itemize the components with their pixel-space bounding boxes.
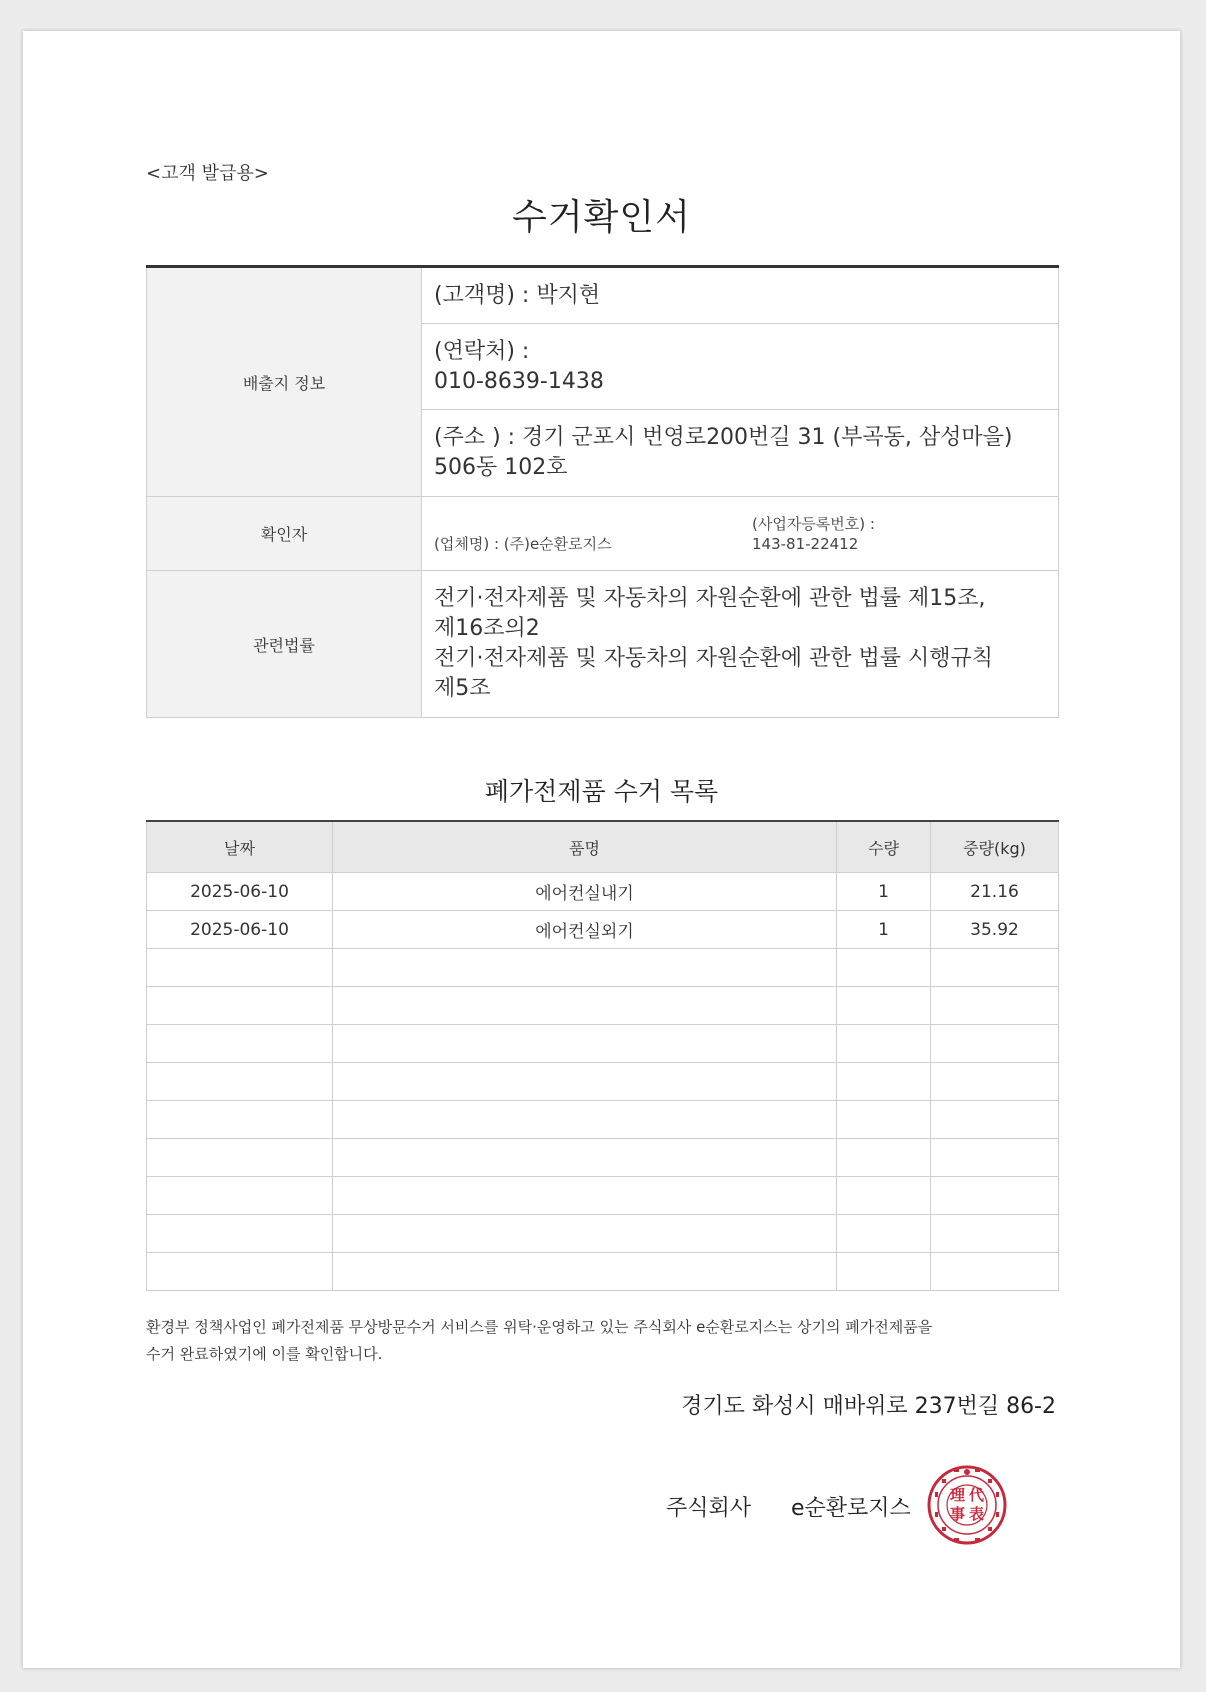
- cell-date: [147, 1063, 333, 1101]
- cell-date: [147, 1253, 333, 1291]
- seal-char: 理: [949, 1486, 965, 1504]
- company-name: e순환로지스: [791, 1496, 911, 1521]
- cell-item: 에어컨실내기: [333, 873, 837, 911]
- law-line-1: 전기·전자제품 및 자동차의 자원순환에 관한 법률 제15조,: [434, 586, 986, 611]
- origin-label: 배출지 정보: [147, 267, 422, 497]
- document-page: [23, 31, 1180, 1668]
- cell-qty: [837, 1101, 931, 1139]
- cell-item: [333, 949, 837, 987]
- cell-qty: 1: [837, 873, 931, 911]
- info-table: [146, 265, 1059, 718]
- cell-weight: [931, 987, 1059, 1025]
- table-row: [147, 1139, 1059, 1177]
- cell-qty: 1: [837, 911, 931, 949]
- table-row: [147, 1063, 1059, 1101]
- cell-weight: 35.92: [931, 911, 1059, 949]
- table-row: [147, 1215, 1059, 1253]
- table-row: [147, 911, 1059, 949]
- table-row: [147, 1177, 1059, 1215]
- law-line-4: 제5조: [434, 676, 491, 701]
- cell-item: [333, 987, 837, 1025]
- company-prefix: 주식회사: [666, 1496, 752, 1521]
- table-row: [147, 873, 1059, 911]
- bizno-field: [752, 514, 875, 554]
- cell-qty: [837, 987, 931, 1025]
- company-signature: [666, 1491, 911, 1522]
- cell-date: [147, 987, 333, 1025]
- law-label: 관련법률: [147, 571, 422, 718]
- customer-name: (고객명) : 박지현: [422, 267, 1059, 324]
- cell-weight: [931, 1253, 1059, 1291]
- cell-qty: [837, 1253, 931, 1291]
- cell-item: [333, 1025, 837, 1063]
- law-cell: [422, 571, 1059, 718]
- cell-qty: [837, 1025, 931, 1063]
- items-table: [146, 820, 1059, 1291]
- header-item: 품명: [333, 821, 837, 873]
- cell-weight: [931, 1063, 1059, 1101]
- cell-qty: [837, 1177, 931, 1215]
- company-address: 경기도 화성시 매바위로 237번길 86-2: [681, 1394, 1056, 1419]
- list-title: 폐가전제품 수거 목록: [484, 777, 719, 806]
- confirmer-label: 확인자: [147, 497, 422, 571]
- seal-char: 代: [968, 1486, 984, 1504]
- address-line-1: (주소 ) : 경기 군포시 번영로200번길 31 (부곡동, 삼성마을): [434, 425, 1013, 450]
- cell-qty: [837, 1215, 931, 1253]
- table-row: [147, 987, 1059, 1025]
- law-line-2: 제16조의2: [434, 616, 540, 641]
- notice-line-2: 수거 완료하였기에 이를 확인합니다.: [146, 1345, 383, 1363]
- notice-text: [146, 1314, 1076, 1368]
- cell-weight: [931, 1101, 1059, 1139]
- table-row: [147, 1253, 1059, 1291]
- company-field: (업체명) : (주)e순환로지스: [434, 534, 612, 553]
- address-cell: [422, 410, 1059, 497]
- header-weight: 중량(kg): [931, 821, 1059, 873]
- cell-item: [333, 1253, 837, 1291]
- cell-qty: [837, 1063, 931, 1101]
- cell-weight: 21.16: [931, 873, 1059, 911]
- page-title: 수거확인서: [512, 197, 691, 238]
- header-date: 날짜: [147, 821, 333, 873]
- cell-item: [333, 1063, 837, 1101]
- cell-weight: [931, 1139, 1059, 1177]
- notice-line-1: 환경부 정책사업인 폐가전제품 무상방문수거 서비스를 위탁·운영하고 있는 주식회사 e순환로지스는 상기의 폐가전제품을: [146, 1318, 933, 1336]
- cell-date: [147, 1101, 333, 1139]
- table-row: [147, 949, 1059, 987]
- cell-item: [333, 1101, 837, 1139]
- bizno-label: (사업자등록번호) :: [752, 514, 875, 533]
- seal-char: 表: [968, 1505, 984, 1523]
- cell-qty: [837, 1139, 931, 1177]
- confirmer-cell: [422, 497, 1059, 571]
- cell-date: [147, 1177, 333, 1215]
- seal-text: [948, 1486, 986, 1524]
- cell-item: [333, 1177, 837, 1215]
- cell-date: [147, 1215, 333, 1253]
- cell-weight: [931, 949, 1059, 987]
- cell-qty: [837, 949, 931, 987]
- bizno-value: 143-81-22412: [752, 534, 859, 553]
- cell-item: [333, 1215, 837, 1253]
- cell-weight: [931, 1177, 1059, 1215]
- cell-weight: [931, 1025, 1059, 1063]
- cell-date: [147, 1139, 333, 1177]
- cell-item: [333, 1139, 837, 1177]
- cell-date: 2025-06-10: [147, 911, 333, 949]
- seal-char: 事: [949, 1505, 965, 1523]
- cell-date: [147, 949, 333, 987]
- copy-label: <고객 발급용>: [146, 163, 269, 184]
- table-row: [147, 1101, 1059, 1139]
- cell-weight: [931, 1215, 1059, 1253]
- cell-item: 에어컨실외기: [333, 911, 837, 949]
- law-line-3: 전기·전자제품 및 자동차의 자원순환에 관한 법률 시행규칙: [434, 646, 994, 671]
- contact-cell: [422, 324, 1059, 410]
- contact-label: (연락처) :: [434, 338, 530, 364]
- cell-date: 2025-06-10: [147, 873, 333, 911]
- address-line-2: 506동 102호: [434, 455, 568, 480]
- table-row: [147, 1025, 1059, 1063]
- cell-date: [147, 1025, 333, 1063]
- contact-value: 010-8639-1438: [434, 368, 604, 394]
- header-qty: 수량: [837, 821, 931, 873]
